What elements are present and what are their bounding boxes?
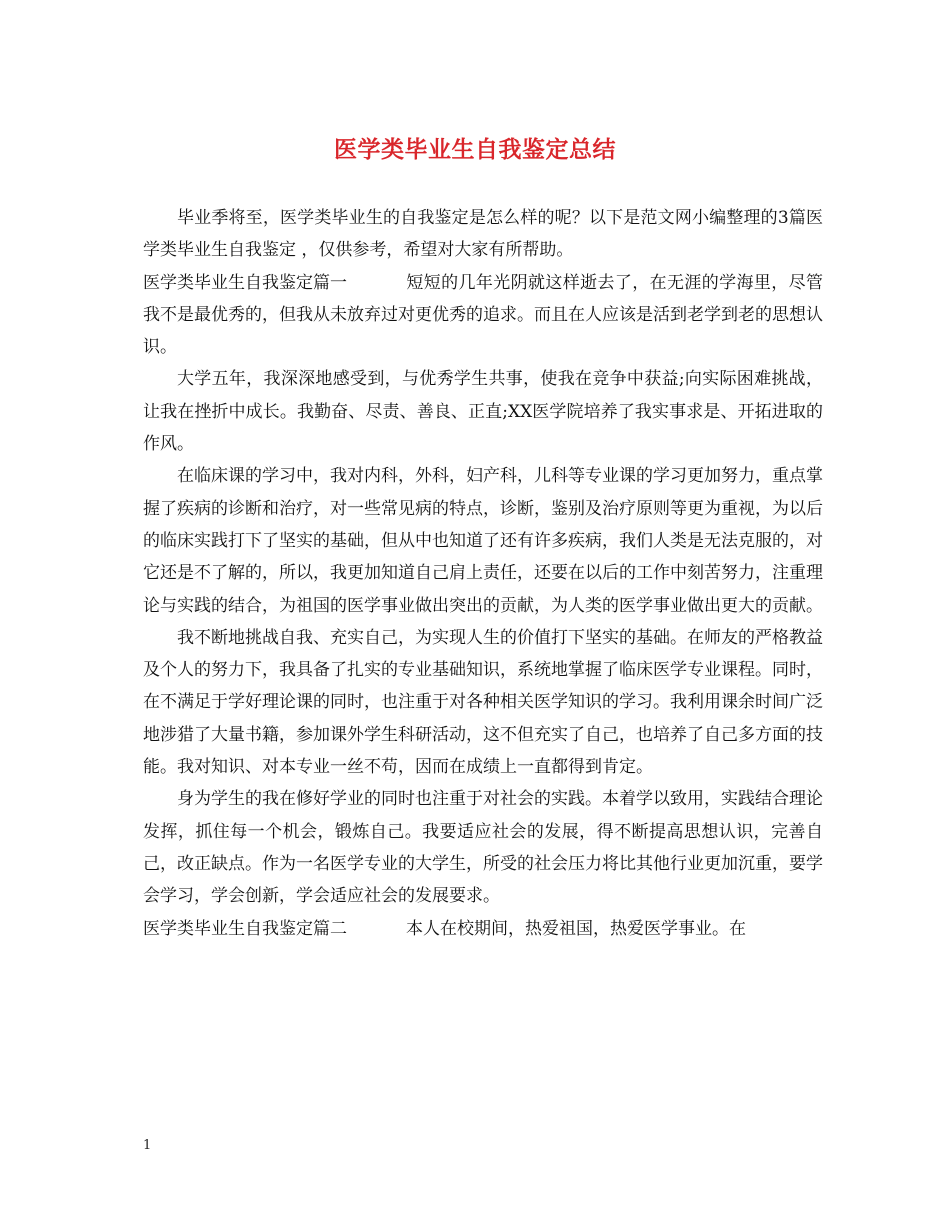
section-1-heading: 医学类毕业生自我鉴定篇一 (143, 272, 347, 293)
section-1-text: 短短的几年光阴就这样逝去了，在无涯的学海里，尽管我不是最优秀的，但我从未放弃过对更优秀的追求。而且在人应该是活到老学到老的思想认识。 (143, 272, 823, 358)
section-2-paragraph (143, 913, 823, 945)
body-paragraph-4: 身为学生的我在修好学业的同时也注重于对社会的实践。本着学以致用，实践结合理论发挥，抓住每一个机会，锻炼自己。我要适应社会的发展，得不断提高思想认识，完善自己，改正缺点。作为一名医学专业的大学生，所受的社会压力将比其他行业更加沉重，要学会学习，学会创新，学会适应社会的发展要求。 (143, 789, 823, 907)
section-1-paragraph (143, 267, 823, 364)
section-2-text: 本人在校期间，热爱祖国，热爱医学事业。在 (406, 918, 746, 939)
body-paragraph-2: 在临床课的学习中，我对内科，外科，妇产科，儿科等专业课的学习更加努力，重点掌握了疾病的诊断和治疗，对一些常见病的特点，诊断，鉴别及治疗原则等更为重视，为以后的临床实践打下了坚实的基础，但从中也知道了还有许多疾病，我们人类是无法克服的，对它还是不了解的，所以，我更加知道自己肩上责任，还要在以后的工作中刻苦努力，注重理论与实践的结合，为祖国的医学事业做出突出的贡献，为人类的医学事业做出更大的贡献。 (143, 466, 823, 616)
document-title: 医学类毕业生自我鉴定总结 (334, 136, 616, 163)
intro-paragraph: 毕业季将至，医学类毕业生的自我鉴定是怎么样的呢？以下是范文网小编整理的3篇医学类毕业生自我鉴定 ，仅供参考，希望对大家有所帮助。 (143, 208, 823, 261)
body-paragraph-1: 大学五年，我深深地感受到，与优秀学生共事，使我在竞争中获益;向实际困难挑战，让我在挫折中成长。我勤奋、尽责、善良、正直;XX医学院培养了我实事求是、开拓进取的作风。 (143, 369, 823, 455)
document-body (143, 202, 823, 945)
body-paragraph-3: 我不断地挑战自我、充实自己，为实现人生的价值打下坚实的基础。在师友的严格教益及个人的努力下，我具备了扎实的专业基础知识，系统地掌握了临床医学专业课程。同时，在不满足于学好理论课的同时，也注重于对各种相关医学知识的学习。我利用课余时间广泛地涉猎了大量书籍，参加课外学生科研活动，这不但充实了自己，也培养了自己多方面的技能。我对知识、对本专业一丝不苟，因而在成绩上一直都得到肯定。 (143, 627, 823, 778)
page-number: 1 (143, 1138, 152, 1153)
section-2-heading: 医学类毕业生自我鉴定篇二 (143, 918, 347, 939)
